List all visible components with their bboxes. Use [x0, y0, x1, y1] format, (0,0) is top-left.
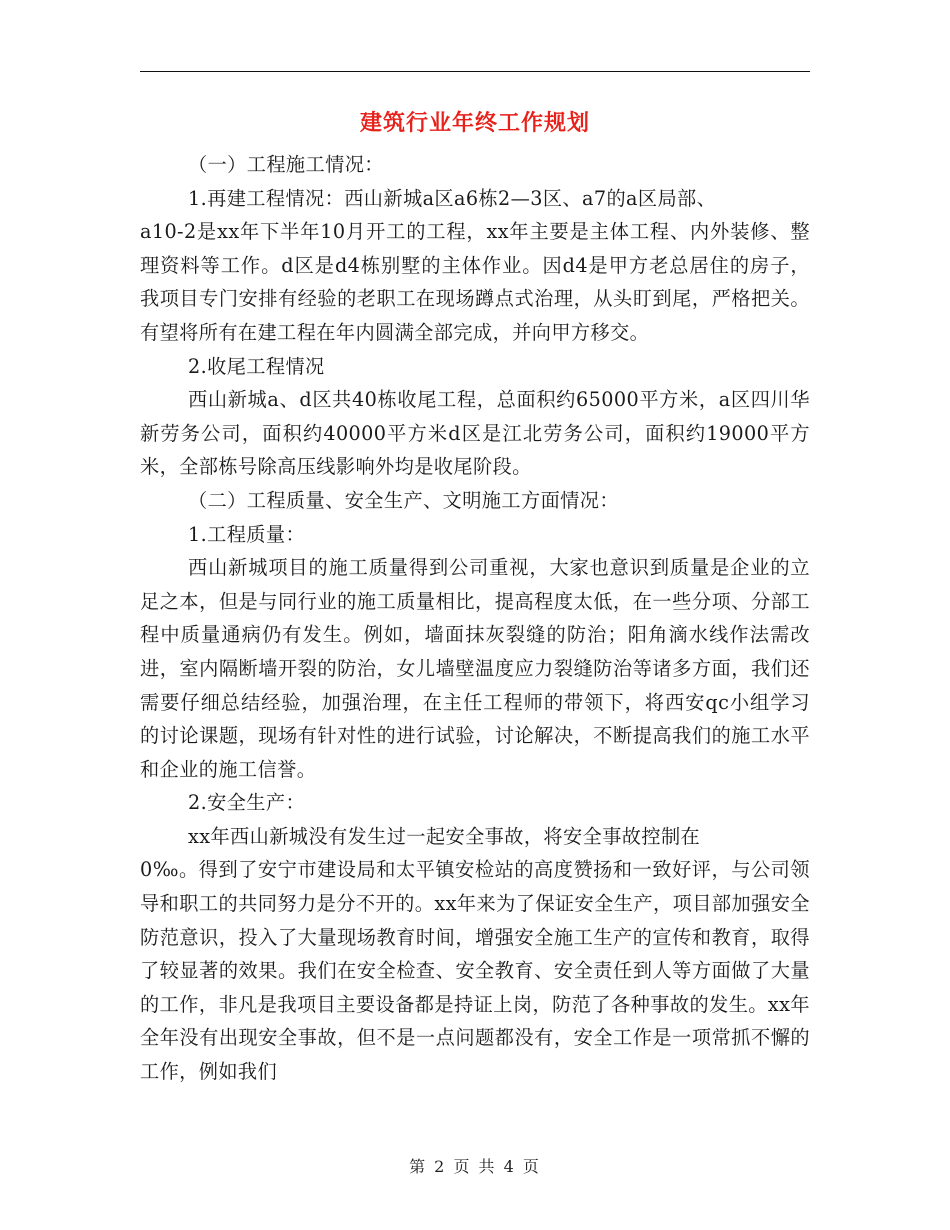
subheading-quality: 1.工程质量： — [188, 522, 306, 546]
paragraph-safety: xx年西山新城没有发生过一起安全事故，将安全事故控制在 0‰。得到了安宁市建设局和太平镇安检站的高度赞扬和一致好评，与公司领导和职工的共同努力是分不开的。xx年来为了保证安全生产，项目部加强安全防范意识，投入了大量现场教育时间，增强安全施工生产的宣传和教育，取得了较显著的效果。我们在安全检查、安全教育、安全责任到人等方面做了大量的工作，非凡是我项目主要设备都是持证上岗，防范了各种事故的发生。xx年全年没有出现安全事故，但不是一点问题都没有，安全工作是一项常抓不懈的工作，例如我们 — [140, 824, 810, 1084]
paragraph-quality: 西山新城项目的施工质量得到公司重视，大家也意识到质量是企业的立足之本，但是与同行业的施工质量相比，提高程度太低，在一些分项、分部工程中质量通病仍有发生。例如，墙面抹灰裂缝的防治；阳角滴水线作法需改进，室内隔断墙开裂的防治，女儿墙壁温度应力裂缝防治等诸多方面，我们还需要仔细总结经验，加强治理，在主任工程师的带领下，将西安qc小组学习的讨论课题，现场有针对性的进行试验，讨论解决，不断提高我们的施工水平和企业的施工信誉。 — [140, 556, 810, 781]
paragraph-construction-status: 1.再建工程情况：西山新城a区a6栋2—3区、a7的a区局部、 a10-2是xx年下半年10月开工的工程，xx年主要是主体工程、内外装修、整理资料等工作。d区是d4栋别墅的主体作业。因d4是甲方老总居住的房子，我项目专门安排有经验的老职工在现场蹲点式治理，从头盯到尾，严格把关。有望将所有在建工程在年内圆满全部完成，并向甲方移交。 — [140, 186, 810, 344]
subheading-safety: 2.安全生产： — [188, 791, 306, 815]
section-heading-2: （二）工程质量、安全生产、文明施工方面情况： — [188, 488, 619, 512]
section-heading-1: （一）工程施工情况： — [188, 153, 384, 176]
paragraph-finishing-works: 西山新城a、d区共40栋收尾工程，总面积约65000平方米，a区四川华新劳务公司，面积约40000平方米d区是江北劳务公司，面积约19000平方米，全部栋号除高压线影响外均是收尾阶段。 — [140, 388, 810, 479]
header-rule — [140, 71, 810, 72]
page-footer: 第 2 页 共 4 页 — [409, 1157, 541, 1176]
document-title: 建筑行业年终工作规划 — [359, 110, 590, 136]
subheading-finishing-works: 2.收尾工程情况 — [188, 354, 325, 378]
document-body — [140, 148, 810, 1089]
